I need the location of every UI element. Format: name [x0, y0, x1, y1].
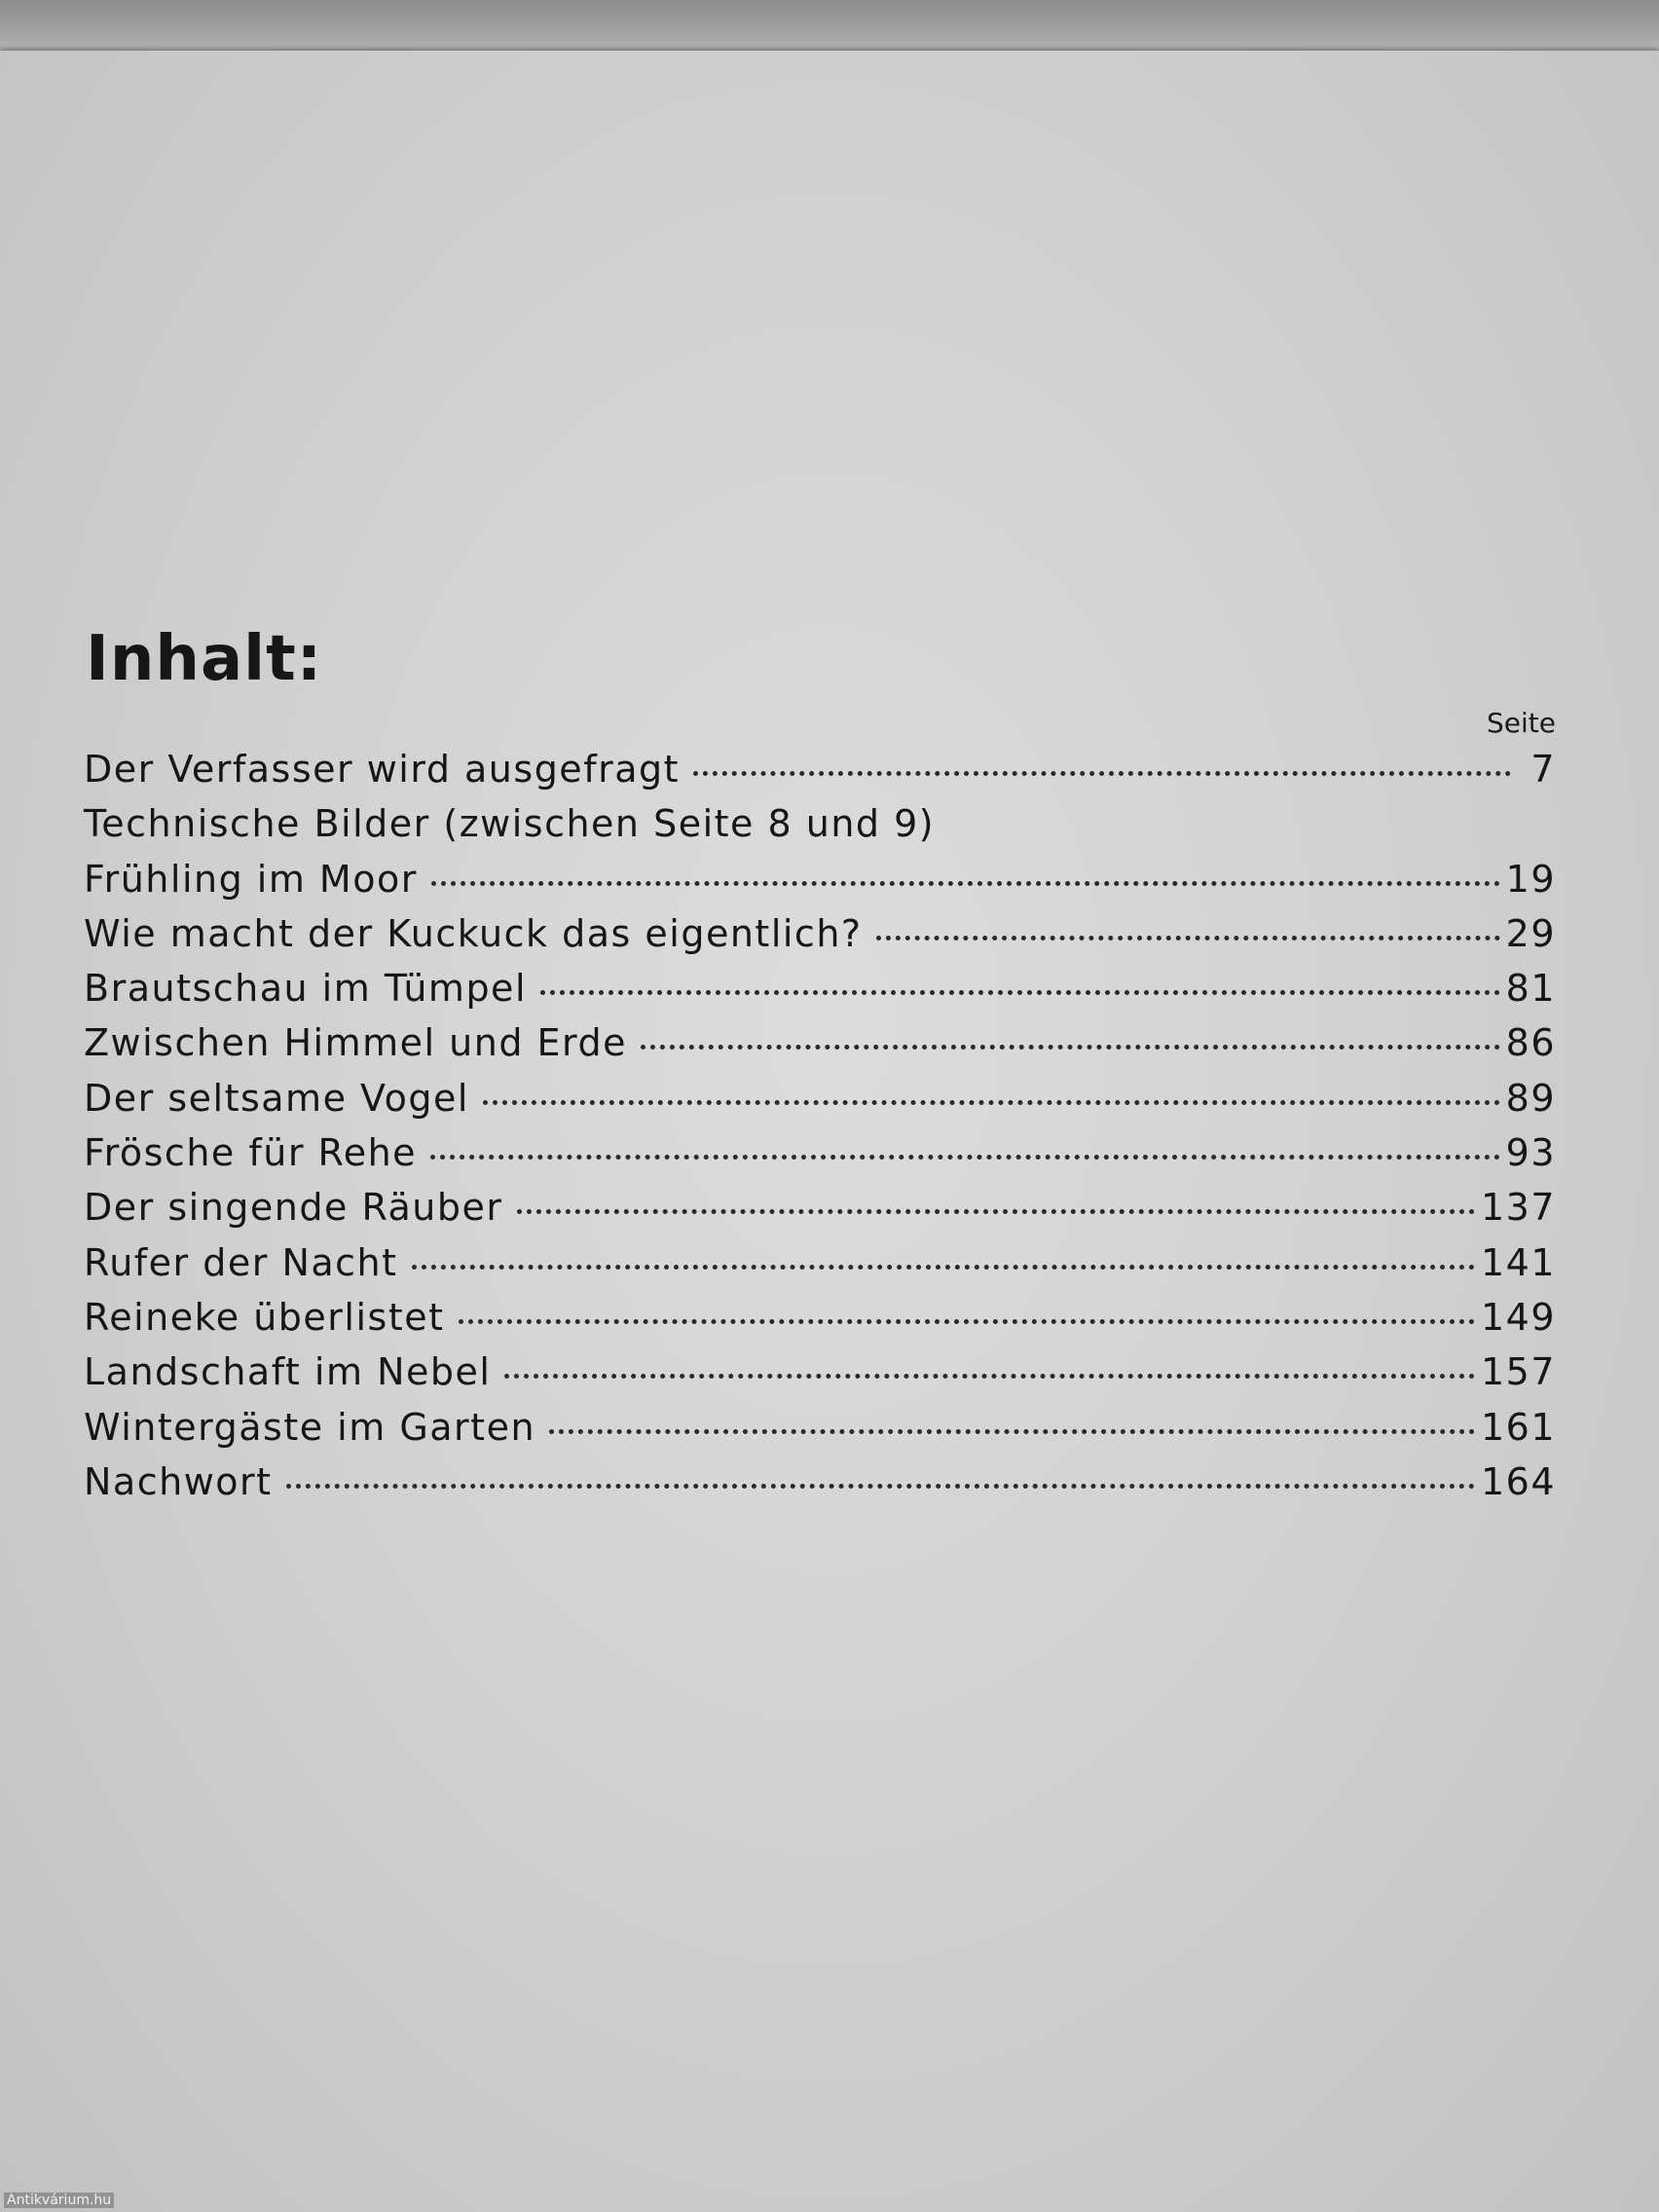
toc-entry-title: Der seltsame Vogel	[84, 1076, 469, 1120]
toc-entry-title: Technische Bilder (zwischen Seite 8 und 9)	[84, 802, 936, 846]
toc-entry-page: 81	[1505, 967, 1556, 1011]
toc-entry-title: Der singende Räuber	[84, 1186, 503, 1230]
toc-dot-leader	[483, 1100, 1500, 1105]
toc-entry	[84, 748, 1556, 802]
toc-entry	[84, 1241, 1556, 1296]
toc-entry-page: 157	[1480, 1350, 1556, 1394]
toc-entry	[84, 1186, 1556, 1240]
toc-entry-page: 19	[1505, 857, 1556, 901]
toc-entry	[84, 1460, 1556, 1515]
page-column-label: Seite	[1487, 707, 1556, 739]
toc-entry-title: Wintergäste im Garten	[84, 1405, 536, 1449]
toc-entry-title: Landschaft im Nebel	[84, 1350, 492, 1394]
toc-dot-leader	[549, 1429, 1475, 1434]
toc-entry	[84, 912, 1556, 967]
toc-entry-page: 149	[1480, 1295, 1556, 1339]
toc-entry	[84, 1021, 1556, 1076]
toc-entry-title: Zwischen Himmel und Erde	[84, 1021, 627, 1065]
toc-dot-leader	[517, 1209, 1475, 1214]
toc-dot-leader	[430, 1155, 1500, 1160]
toc-entry-page: 93	[1505, 1131, 1556, 1175]
table-of-contents	[84, 748, 1556, 1515]
toc-entry-title: Brautschau im Tümpel	[84, 967, 527, 1011]
toc-entry	[84, 1406, 1556, 1460]
toc-entry-page: 137	[1480, 1186, 1556, 1230]
toc-entry-page: 86	[1505, 1021, 1556, 1065]
toc-entry-title: Nachwort	[84, 1459, 273, 1503]
toc-entry-page: 164	[1480, 1459, 1556, 1503]
watermark: Antikvárium.hu	[4, 2193, 114, 2208]
toc-entry-title: Der Verfasser wird ausgefragt	[84, 748, 680, 791]
toc-entry	[84, 1296, 1556, 1350]
toc-dot-leader	[540, 990, 1500, 995]
toc-entry	[84, 967, 1556, 1021]
toc-entry-title: Rufer der Nacht	[84, 1240, 398, 1284]
toc-entry-page: 141	[1480, 1240, 1556, 1284]
toc-dot-leader	[459, 1319, 1475, 1324]
toc-entry-page: 7	[1530, 748, 1556, 791]
toc-entry-page: 29	[1505, 911, 1556, 955]
toc-dot-leader	[693, 771, 1511, 776]
toc-entry	[84, 1350, 1556, 1405]
toc-entry-title: Frösche für Rehe	[84, 1131, 418, 1175]
toc-entry-title: Wie macht der Kuckuck das eigentlich?	[84, 911, 863, 955]
toc-dot-leader	[504, 1374, 1475, 1379]
page-top-edge	[0, 0, 1659, 55]
toc-dot-leader	[641, 1045, 1500, 1050]
toc-heading: Inhalt:	[86, 623, 323, 695]
toc-entry	[84, 1077, 1556, 1131]
toc-entry	[84, 802, 1556, 857]
toc-entry-title: Frühling im Moor	[84, 857, 418, 901]
toc-entry	[84, 1131, 1556, 1186]
toc-entry	[84, 858, 1556, 912]
toc-entry-title: Reineke überlistet	[84, 1295, 445, 1339]
toc-dot-leader	[412, 1265, 1475, 1270]
toc-dot-leader	[431, 881, 1500, 886]
toc-entry-page: 89	[1505, 1076, 1556, 1120]
toc-dot-leader	[286, 1484, 1475, 1489]
toc-dot-leader	[876, 936, 1500, 940]
toc-entry-page: 161	[1480, 1405, 1556, 1449]
